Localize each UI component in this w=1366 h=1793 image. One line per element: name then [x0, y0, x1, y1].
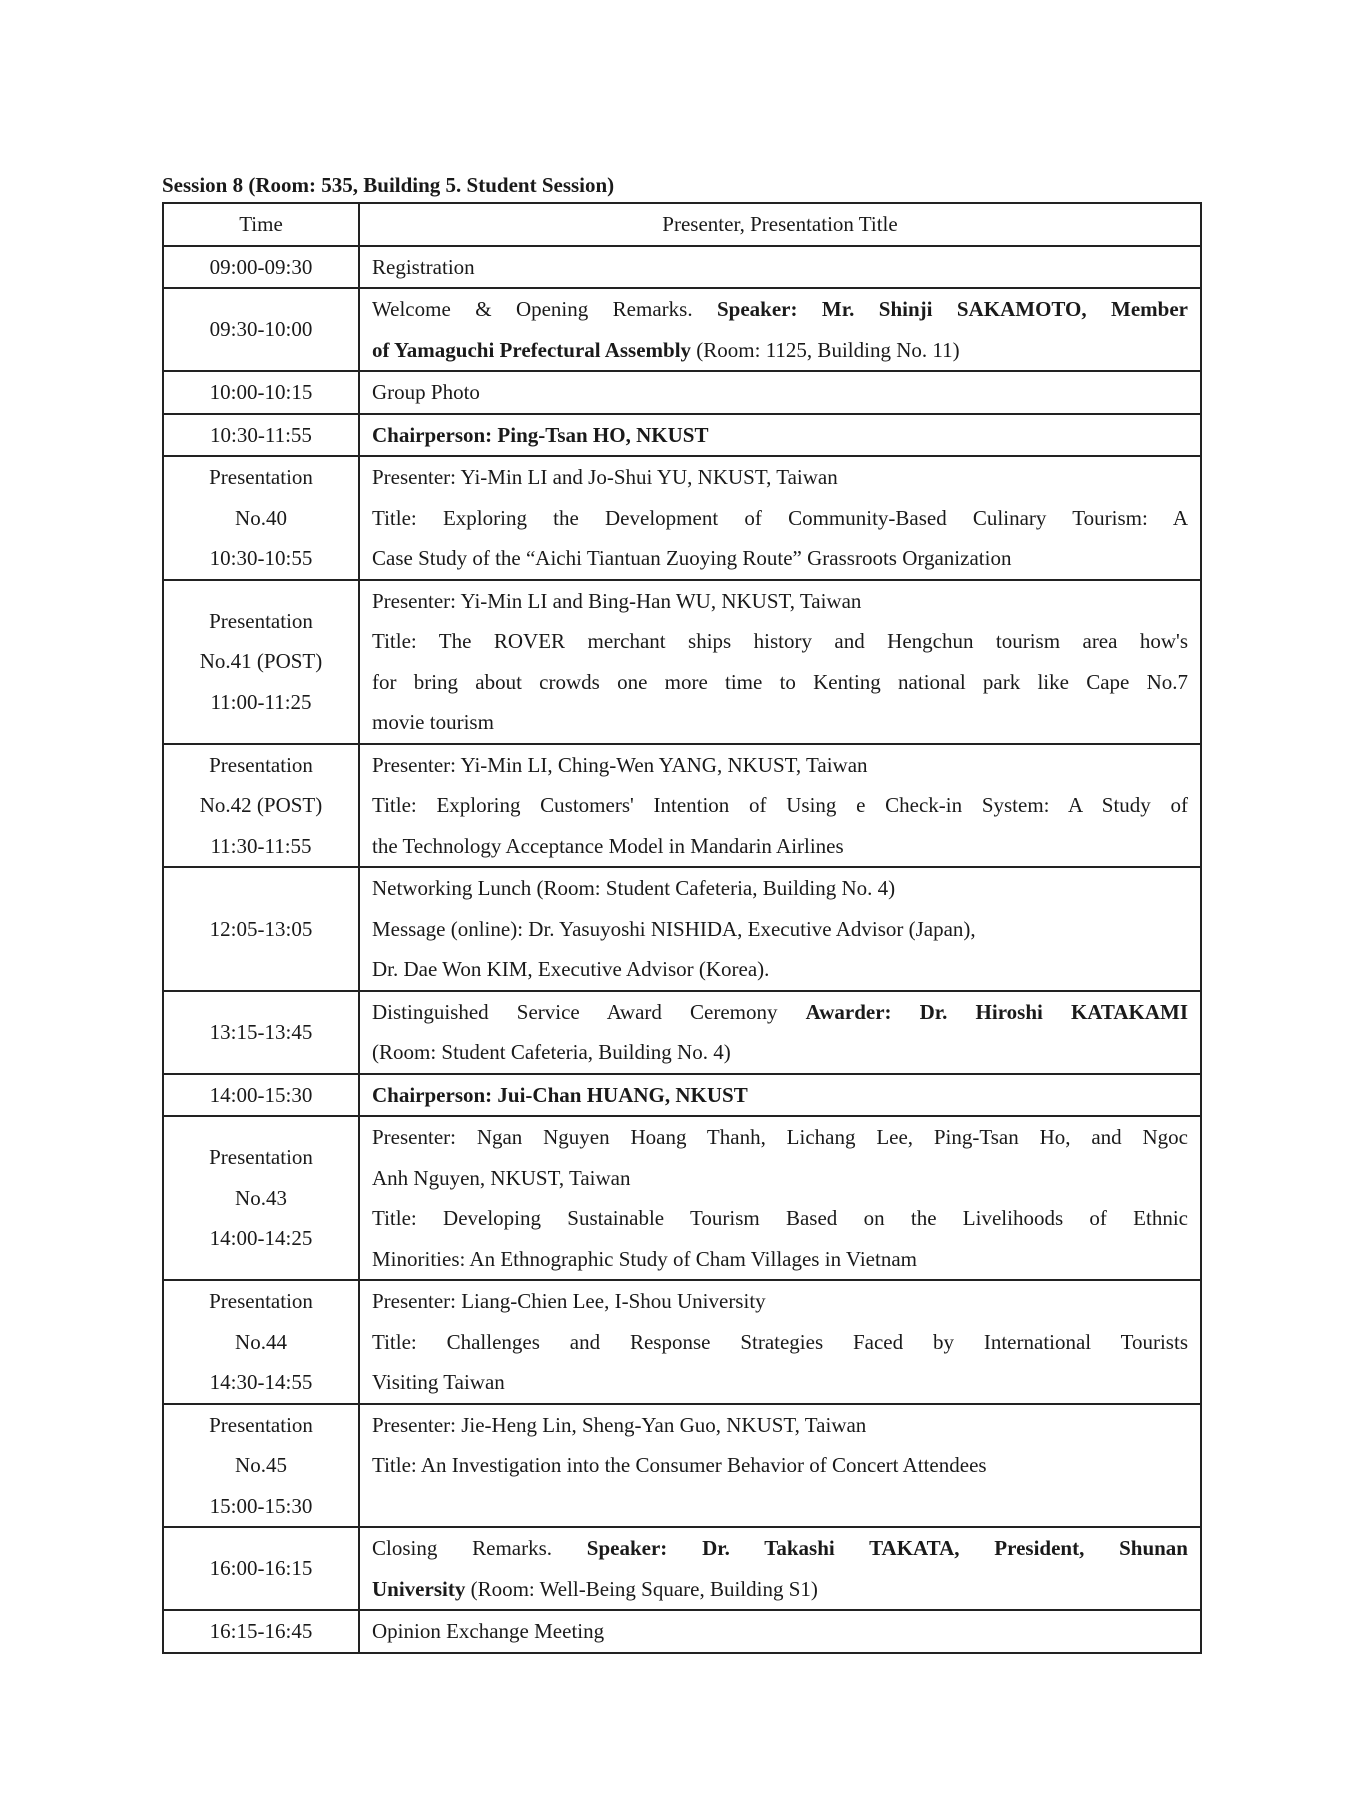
- time-cell: 14:00-14:25: [209, 1226, 313, 1251]
- desc-line: [372, 992, 1188, 1033]
- time-cell: 09:30-10:00: [209, 317, 313, 342]
- desc-line: [372, 1569, 1188, 1610]
- desc-line: Title: Challenges and Response Strategies Faced by International Tourists: [372, 1329, 1188, 1354]
- closing-prefix: Closing Remarks.: [372, 1536, 587, 1560]
- award-prefix: Distinguished Service Award Ceremony: [372, 999, 806, 1024]
- desc-line: Presenter: Yi-Min LI, Ching-Wen YANG, NKUST, Taiwan: [372, 752, 868, 777]
- chairperson: Chairperson: Jui-Chan HUANG, NKUST: [372, 1082, 748, 1107]
- time-cell: 14:00-15:30: [209, 1082, 313, 1107]
- desc-line: Registration: [372, 254, 475, 279]
- desc-line: the Technology Acceptance Model in Mandarin Airlines: [372, 833, 844, 858]
- table-row: [163, 456, 1201, 580]
- desc-line: [372, 330, 1188, 371]
- page: [162, 168, 1202, 1654]
- time-cell: 11:00-11:25: [210, 689, 312, 714]
- time-cell: 15:00-15:30: [209, 1493, 313, 1518]
- desc-line: Message (online): Dr. Yasuyoshi NISHIDA, Executive Advisor (Japan),: [372, 916, 976, 941]
- schedule-table: [162, 202, 1202, 1654]
- session-title: Session 8 (Room: 535, Building 5. Student Session): [162, 173, 615, 197]
- table-row: [163, 1527, 1201, 1610]
- time-cell: Presentation: [209, 465, 313, 489]
- speaker-name: Speaker: Mr. Shinji SAKAMOTO, Member: [717, 297, 1188, 321]
- desc-line: Title: An Investigation into the Consumer Behavior of Concert Attendees: [372, 1453, 987, 1477]
- header-row: [163, 203, 1201, 246]
- header-presenter: Presenter, Presentation Title: [359, 203, 1201, 246]
- time-cell: No.44: [235, 1329, 287, 1354]
- time-cell: Presentation: [209, 608, 313, 633]
- table-row: [163, 1610, 1201, 1653]
- desc-line: Dr. Dae Won KIM, Executive Advisor (Korea).: [372, 957, 770, 981]
- time-cell: Presentation: [209, 1289, 313, 1313]
- time-cell: No.42 (POST): [199, 793, 323, 817]
- speaker-name: Speaker: Dr. Takashi TAKATA, President, Shunan: [586, 1536, 1188, 1560]
- table-row: [163, 246, 1201, 289]
- table-row: [163, 991, 1201, 1074]
- time-cell: 14:30-14:55: [209, 1370, 313, 1394]
- time-cell: No.41 (POST): [199, 649, 323, 674]
- table-row: [163, 1280, 1201, 1404]
- header-time: Time: [163, 203, 359, 246]
- time-cell: 10:00-10:15: [209, 380, 313, 404]
- desc-line: for bring about crowds one more time to Kenting national park like Cape No.7: [372, 669, 1188, 694]
- time-cell: 12:05-13:05: [209, 916, 313, 941]
- table-row: [163, 744, 1201, 868]
- time-cell: Presentation: [209, 752, 313, 777]
- time-cell: No.43: [235, 1185, 287, 1210]
- desc-line: movie tourism: [372, 710, 494, 734]
- desc-line: Presenter: Yi-Min LI and Jo-Shui YU, NKUST, Taiwan: [372, 465, 838, 489]
- desc-line: Presenter: Jie-Heng Lin, Sheng-Yan Guo, NKUST, Taiwan: [372, 1412, 867, 1437]
- desc-line: Anh Nguyen, NKUST, Taiwan: [372, 1165, 631, 1190]
- desc-line: Presenter: Liang-Chien Lee, I-Shou University: [372, 1289, 766, 1313]
- desc-line: [372, 289, 1188, 330]
- desc-line: Presenter: Yi-Min LI and Bing-Han WU, NKUST, Taiwan: [372, 588, 862, 613]
- table-row: [163, 288, 1201, 371]
- desc-line: Opinion Exchange Meeting: [372, 1619, 605, 1643]
- table-row: [163, 1074, 1201, 1117]
- speaker-affiliation: University: [372, 1576, 466, 1601]
- time-cell: 10:30-10:55: [209, 546, 313, 570]
- time-cell: No.45: [235, 1453, 287, 1477]
- table-row: [163, 1116, 1201, 1280]
- time-cell: Presentation: [209, 1145, 313, 1170]
- time-cell: 11:30-11:55: [210, 833, 312, 858]
- welcome-prefix: Welcome & Opening Remarks.: [372, 297, 717, 321]
- desc-line: Presenter: Ngan Nguyen Hoang Thanh, Lichang Lee, Ping-Tsan Ho, and Ngoc: [372, 1125, 1188, 1149]
- time-cell: 10:30-11:55: [210, 422, 312, 447]
- room-info: (Room: Well-Being Square, Building S1): [465, 1576, 818, 1601]
- time-cell: No.40: [235, 505, 287, 530]
- time-cell: 16:15-16:45: [209, 1619, 313, 1643]
- room-info: (Room: 1125, Building No. 11): [691, 337, 960, 362]
- time-cell: 13:15-13:45: [209, 1019, 313, 1044]
- desc-line: Group Photo: [372, 380, 480, 404]
- desc-line: [372, 1528, 1188, 1569]
- time-cell: Presentation: [209, 1412, 313, 1437]
- time-cell: 09:00-09:30: [209, 254, 313, 279]
- table-row: [163, 867, 1201, 991]
- table-row: [163, 371, 1201, 414]
- desc-line: Title: Developing Sustainable Tourism Based on the Livelihoods of Ethnic: [372, 1206, 1188, 1230]
- speaker-affiliation: of Yamaguchi Prefectural Assembly: [372, 337, 692, 362]
- desc-line: Networking Lunch (Room: Student Cafeteria, Building No. 4): [372, 876, 896, 900]
- table-row: [163, 1404, 1201, 1528]
- desc-line: Case Study of the “Aichi Tiantuan Zuoying Route” Grassroots Organization: [372, 546, 1012, 570]
- desc-line: Visiting Taiwan: [372, 1370, 505, 1394]
- awarder-name: Awarder: Dr. Hiroshi KATAKAMI: [805, 999, 1188, 1024]
- desc-line: Title: The ROVER merchant ships history and Hengchun tourism area how's: [372, 629, 1188, 653]
- time-cell: 16:00-16:15: [209, 1556, 313, 1581]
- desc-line: Title: Exploring Customers' Intention of Using e Check-in System: A Study of: [372, 793, 1188, 817]
- chairperson: Chairperson: Ping-Tsan HO, NKUST: [372, 422, 709, 447]
- table-row: [163, 414, 1201, 457]
- desc-line: Title: Exploring the Development of Community-Based Culinary Tourism: A: [372, 505, 1188, 530]
- desc-line: Minorities: An Ethnographic Study of Cham Villages in Vietnam: [372, 1246, 917, 1271]
- room-info: (Room: Student Cafeteria, Building No. 4): [372, 1040, 731, 1064]
- table-row: [163, 580, 1201, 744]
